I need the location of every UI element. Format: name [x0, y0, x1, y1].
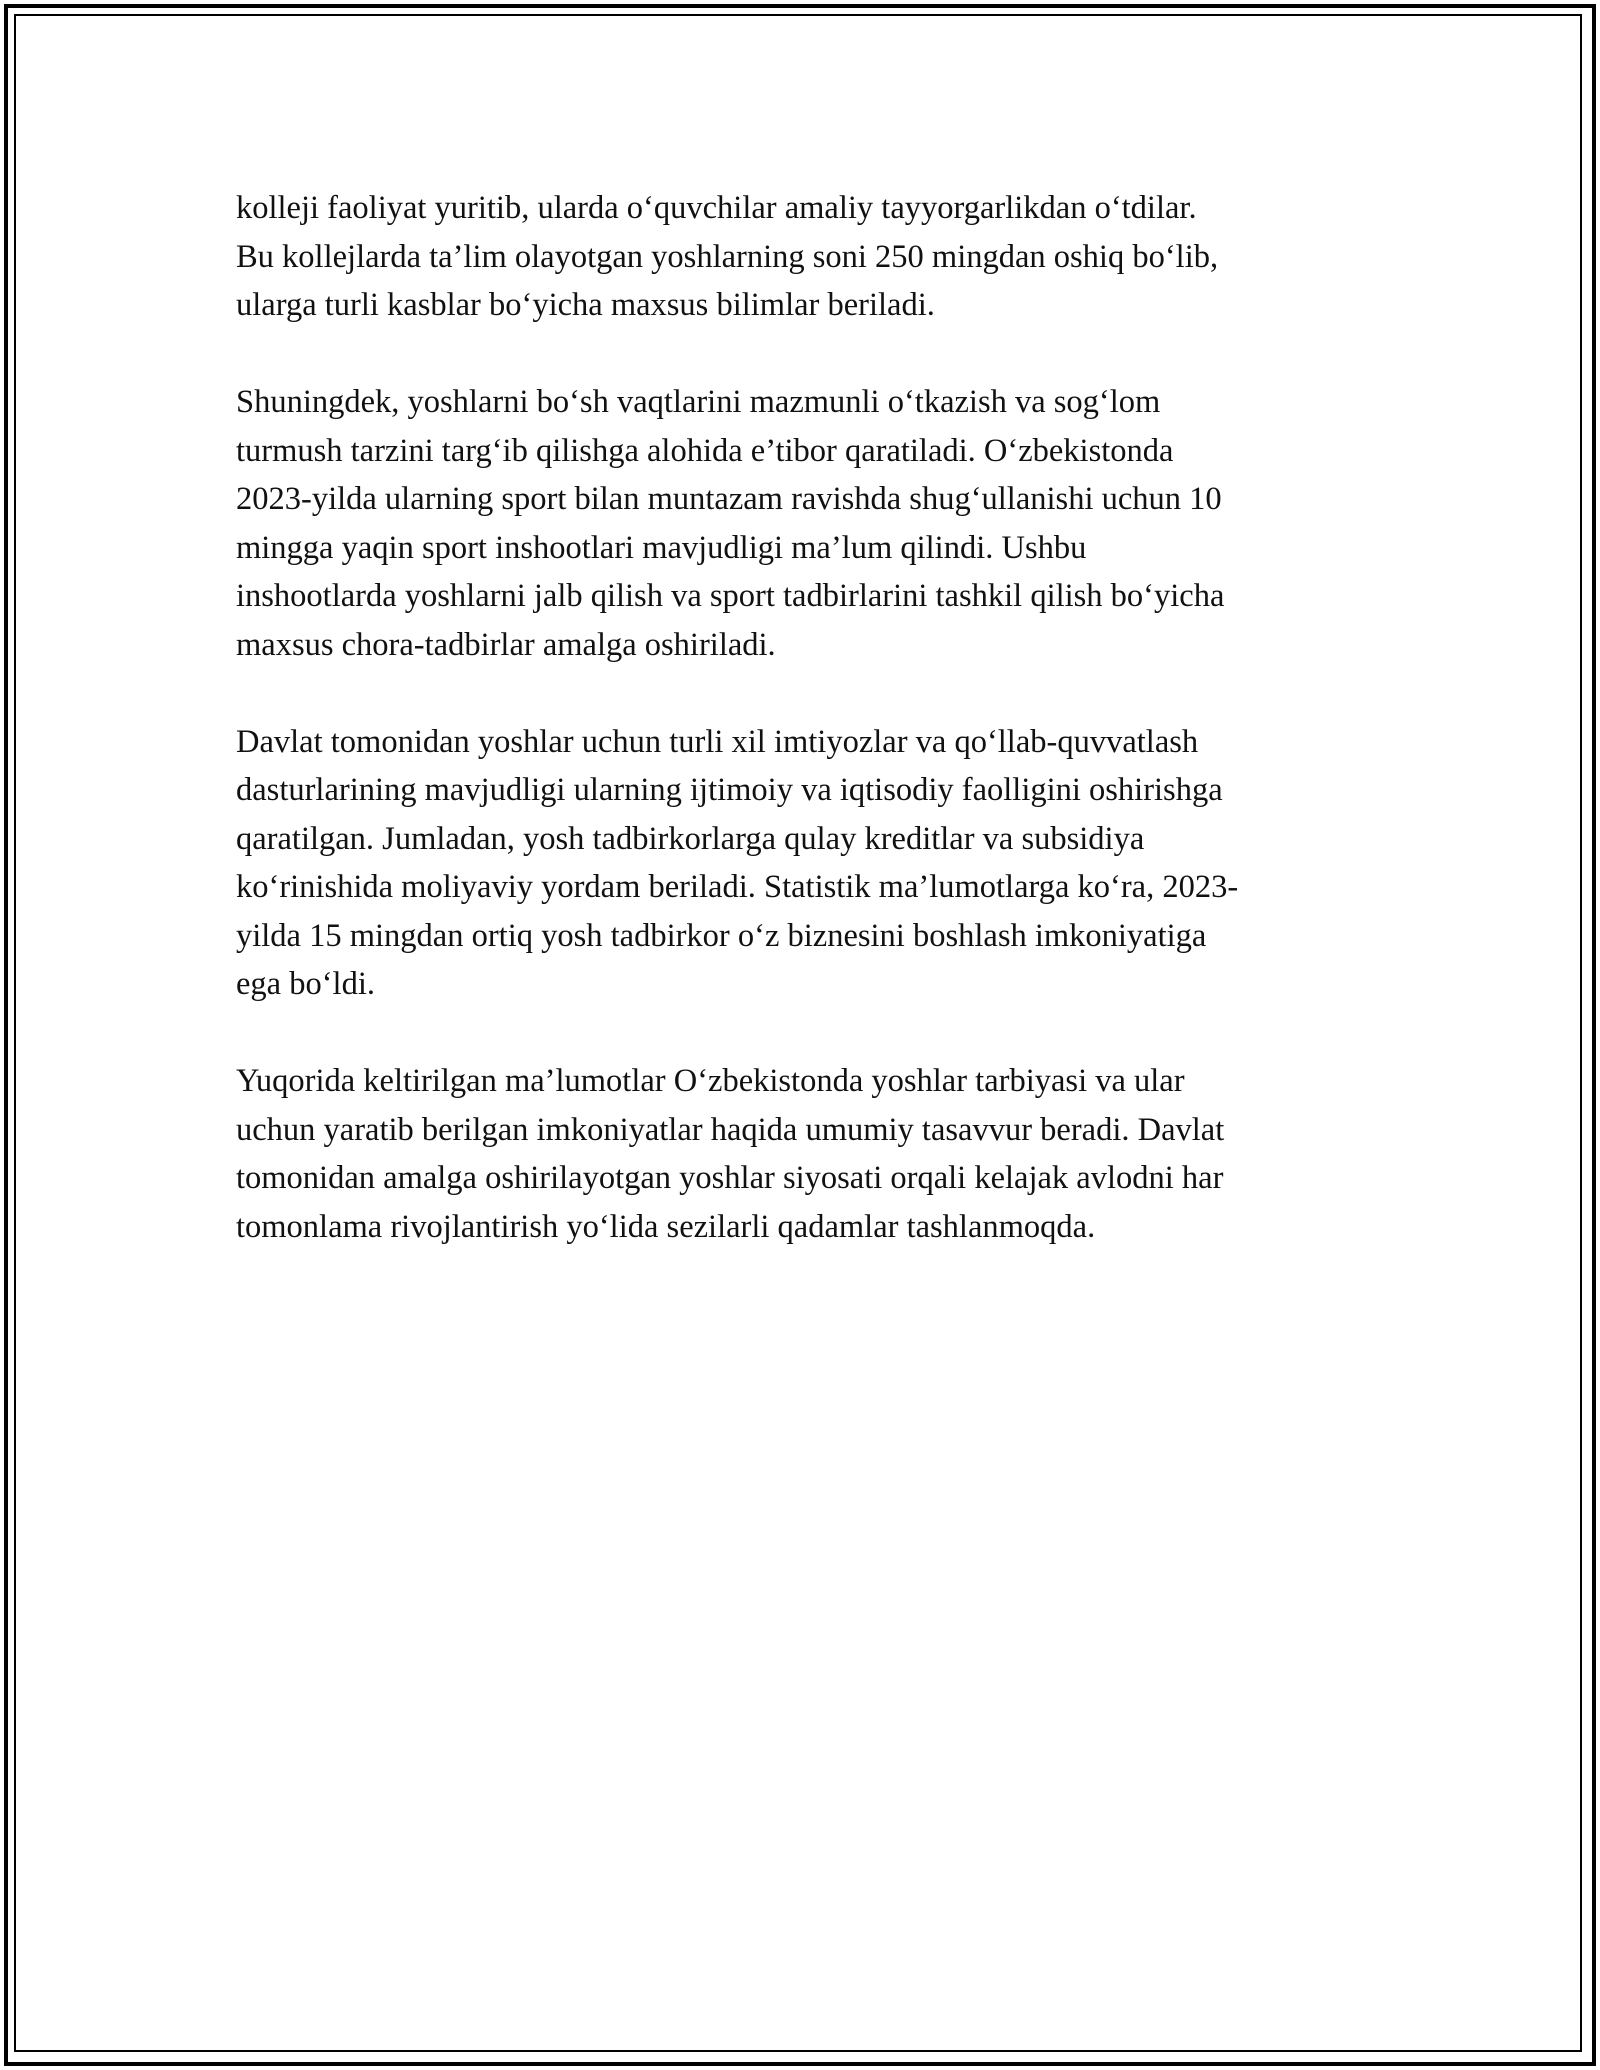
- paragraph-support-programs: Davlat tomonidan yoshlar uchun turli xil imtiyozlar va qo‘llab-quvvatlash dasturlarining mavjudligi ularning ijtimoiy va iqtisodiy faolligini oshirishga qaratilgan. Jumladan, yosh tadbirkorlarga qulay kreditlar va subsidiya ko‘rinishida moliyaviy yordam beriladi. Statistik ma’lumotlarga ko‘ra, 2023- yilda 15 mingdan ortiq yosh tadbirkor o‘z biznesini boshlash imkoniyatiga ega bo‘ldi.: [236, 723, 1239, 1002]
- document-body: [236, 184, 1376, 1251]
- paragraph-sport: Shuningdek, yoshlarni bo‘sh vaqtlarini mazmunli o‘tkazish va sog‘lom turmush tarzini targ‘ib qilishga alohida e’tibor qaratiladi. O‘zbekistonda 2023-yilda ularning sport bilan muntazam ravishda shug‘ullanishi uchun 10 mingga yaqin sport inshootlari mavjudligi ma’lum qilindi. Ushbu inshootlarda yoshlarni jalb qilish va sport tadbirlarini tashkil qilish bo‘yicha maxsus chora-tadbirlar amalga oshiriladi.: [236, 384, 1225, 663]
- paragraph-conclusion: Yuqorida keltirilgan ma’lumotlar O‘zbekistonda yoshlar tarbiyasi va ular uchun yaratib berilgan imkoniyatlar haqida umumiy tasavvur beradi. Davlat tomonidan amalga oshirilayotgan yoshlar siyosati orqali kelajak avlodni har tomonlama rivojlantirish yo‘lida sezilarli qadamlar tashlanmoqda.: [236, 1063, 1225, 1245]
- paragraph-colleges: kolleji faoliyat yuritib, ularda o‘quvchilar amaliy tayyorgarlikdan o‘tdilar. Bu kollejlarda ta’lim olayotgan yoshlarning soni 250 mingdan oshiq bo‘lib, ularga turli kasblar bo‘yicha maxsus bilimlar beriladi.: [236, 190, 1219, 323]
